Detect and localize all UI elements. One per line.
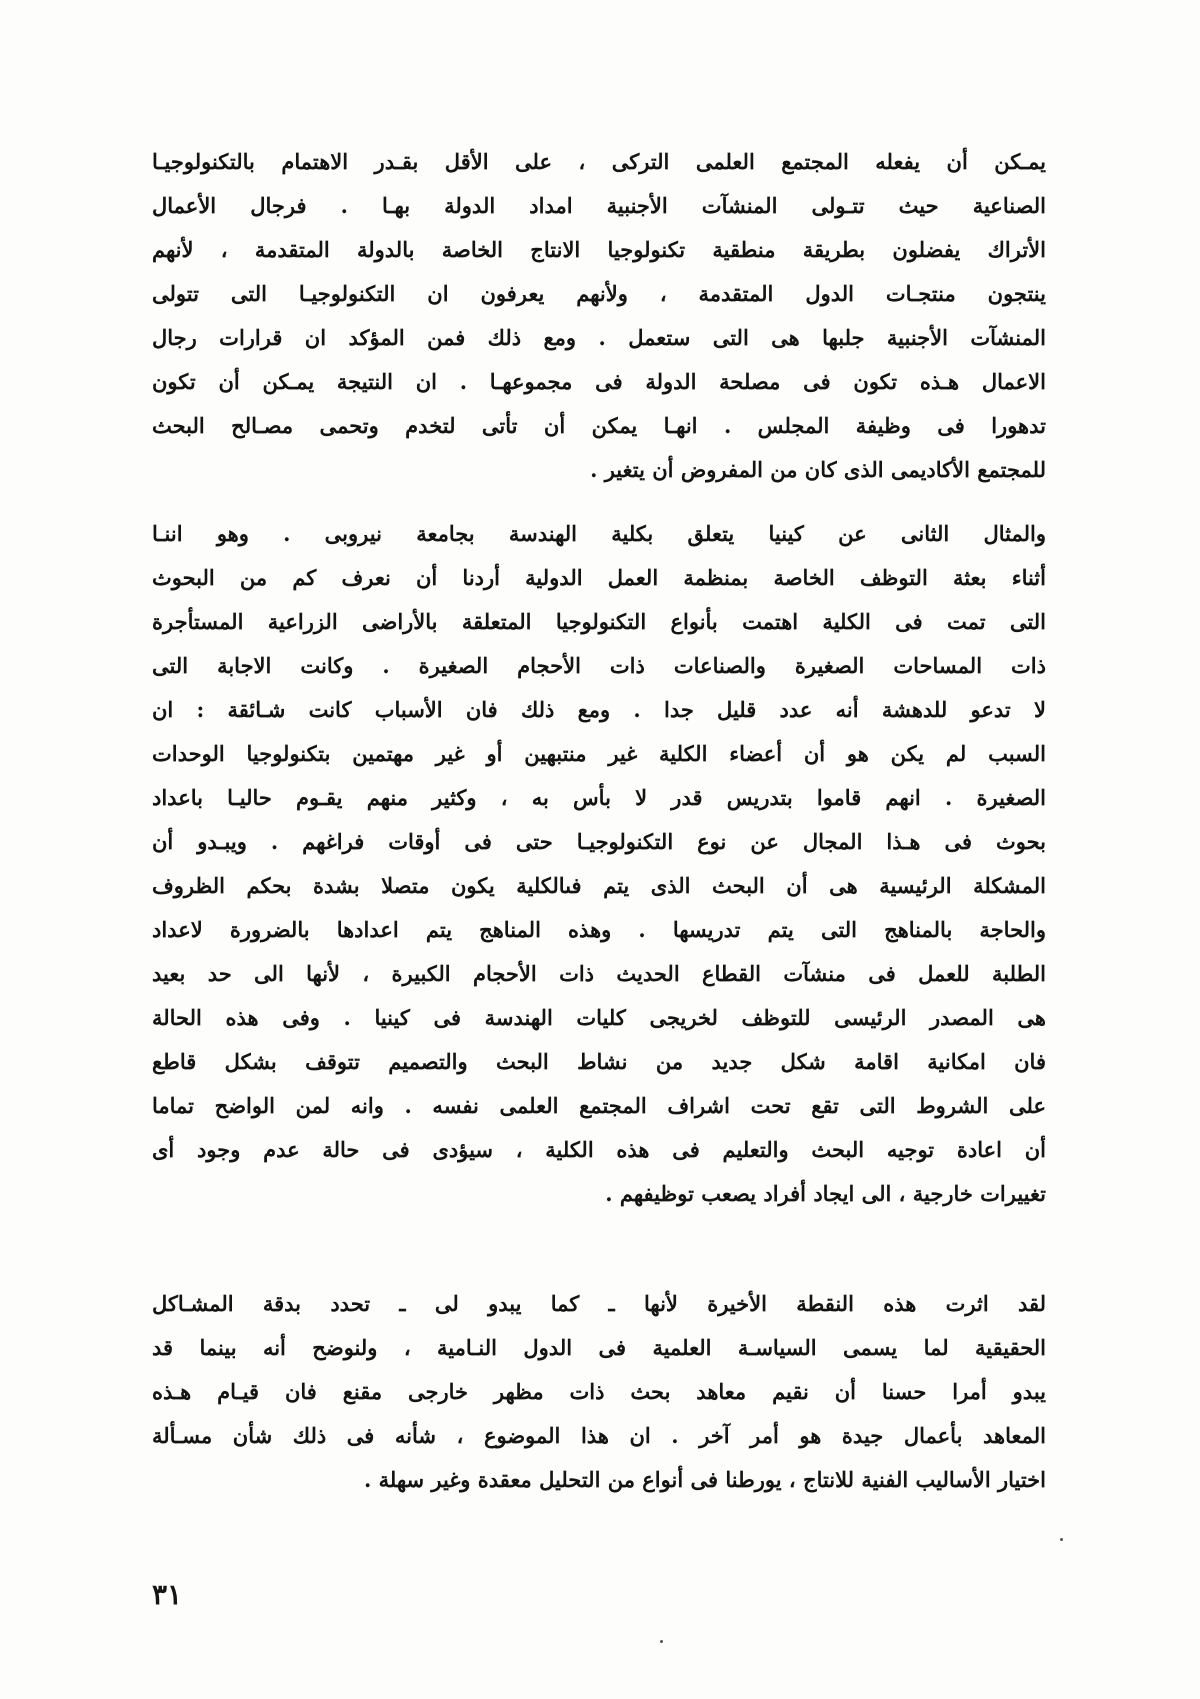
- paragraph-line: الصغيرة . انهم قاموا بتدريس قدر لا بأس به ، وكثير منهم يقـوم حاليـا باعداد: [152, 785, 1046, 810]
- paragraph-line: يبدو أمرا حسنا أن نقيم معاهد بحث ذات مظهر خارجى مقنع فان قيـام هـذه: [152, 1379, 1046, 1404]
- paragraph-line: للمجتمع الأكاديمى الذى كان من المفروض أن يتغير .: [590, 457, 1046, 482]
- paragraph-line: أثناء بعثة التوظف الخاصة بمنظمة العمل الدولية أردنا أن نعرف كم من البحوث: [152, 565, 1046, 590]
- paragraph-line: التى تمت فى الكلية اهتمت بأنواع التكنولوجيا المتعلقة بالأراضى الزراعية المستأجرة: [152, 609, 1046, 634]
- scan-speck: [660, 1640, 663, 1643]
- paragraph-line: تدهورا فى وظيفة المجلس . انهـا يمكن أن تأتى لتخدم وتحمى مصـالح البحث: [152, 413, 1046, 438]
- paragraph-line: هى المصدر الرئيسى للتوظف لخريجى كليات الهندسة فى كينيا . وفى هذه الحالة: [152, 1005, 1046, 1030]
- paragraph-line: لا تدعو للدهشة أنه عدد قليل جدا . ومع ذلك فان الأسباب كانت شـائقة : ان: [152, 697, 1046, 722]
- paragraph-line: والحاجة بالمناهج التى يتم تدريسها . وهذه المناهج يتم اعدادها بالضرورة لاعداد: [152, 917, 1046, 942]
- paragraph-line: على الشروط التى تقع تحت اشراف المجتمع العلمى نفسه . وانه لمن الواضح تماما: [152, 1093, 1046, 1118]
- paragraph-line: الأتراك يفضلون بطريقة منطقية تكنولوجيا الانتاج الخاصة بالدولة المتقدمة ، لأنهم: [152, 237, 1046, 262]
- paragraph-line: بحوث فى هـذا المجال عن نوع التكنولوجيـا حتى فى أوقات فراغهم . ويبـدو أن: [152, 829, 1046, 854]
- paragraph-line: المعاهد بأعمال جيدة هو أمر آخر . ان هذا الموضوع ، شأنه فى ذلك شأن مسـألة: [152, 1423, 1046, 1448]
- paragraph-line: لقد اثرت هذه النقطة الأخيرة لأنها ـ كما يبدو لى ـ تحدد بدقة المشـاكل: [152, 1291, 1046, 1316]
- paragraph-line: ينتجون منتجـات الدول المتقدمة ، ولأنهم يعرفون ان التكنولوجيـا التى تتولى: [152, 281, 1046, 306]
- paragraph-line: الحقيقية لما يسمى السياسـة العلمية فى الدول النـامية ، ولنوضح أنه بينما قد: [152, 1335, 1046, 1360]
- paragraph-line: والمثال الثانى عن كينيا يتعلق بكلية الهندسة بجامعة نيروبى . وهو اننـا: [152, 521, 1046, 546]
- scan-speck: [1060, 1538, 1063, 1541]
- paragraph-line: السبب لم يكن هو أن أعضاء الكلية غير منتبهين أو غير مهتمين بتكنولوجيا الوحدات: [152, 741, 1046, 766]
- paragraph-line: المنشآت الأجنبية جلبها هى التى ستعمل . ومع ذلك فمن المؤكد ان قرارات رجال: [152, 325, 1046, 350]
- paragraph-line: يمـكن أن يفعله المجتمع العلمى التركى ، على الأقل بقـدر الاهتمام بالتكنولوجيـا: [152, 149, 1046, 174]
- page-number: ٣١: [152, 1578, 183, 1611]
- paragraph-line: ذات المساحات الصغيرة والصناعات ذات الأحجام الصغيرة . وكانت الاجابة التى: [152, 653, 1046, 678]
- paragraph-line: أن اعادة توجيه البحث والتعليم فى هذه الكلية ، سيؤدى فى حالة عدم وجود أى: [152, 1137, 1046, 1162]
- paragraph-line: فان امكانية اقامة شكل جديد من نشاط البحث والتصميم تتوقف بشكل قاطع: [152, 1049, 1046, 1074]
- paragraph-line: الصناعية حيث تتـولى المنشآت الأجنبية امداد الدولة بهـا . فرجال الأعمال: [152, 193, 1046, 218]
- paragraph-line: الطلبة للعمل فى منشآت القطاع الحديث ذات الأحجام الكبيرة ، لأنها الى حد بعيد: [152, 961, 1046, 986]
- paragraph-line: الاعمال هـذه تكون فى مصلحة الدولة فى مجموعهـا . ان النتيجة يمـكن أن تكون: [152, 369, 1046, 394]
- paragraph-line: اختيار الأساليب الفنية للانتاج ، يورطنا فى أنواع من التحليل معقدة وغير سهلة .: [363, 1467, 1046, 1492]
- paragraph-3: [152, 1282, 1046, 1502]
- paragraph-line: المشكلة الرئيسية هى أن البحث الذى يتم فىالكلية يكون متصلا بشدة بحكم الظروف: [152, 873, 1046, 898]
- paragraph-1: [152, 140, 1046, 492]
- paragraph-2: [152, 512, 1046, 1216]
- paragraph-line: تغييرات خارجية ، الى ايجاد أفراد يصعب توظيفهم .: [605, 1181, 1046, 1206]
